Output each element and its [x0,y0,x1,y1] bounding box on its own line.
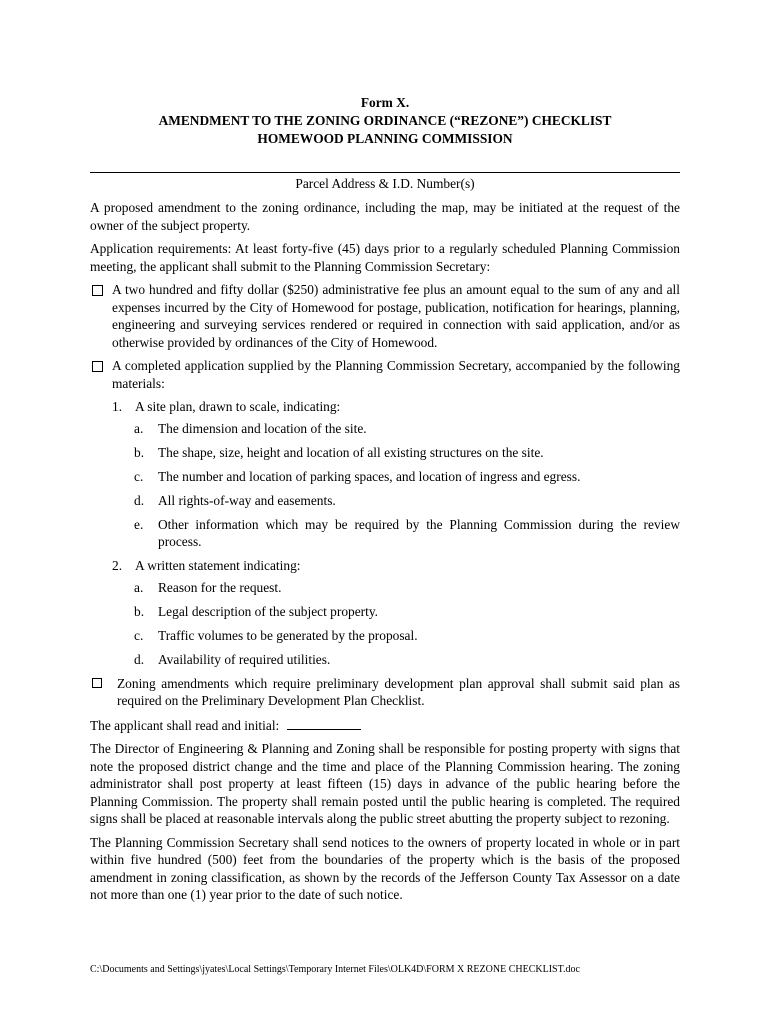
checklist-item-text: A two hundred and fifty dollar ($250) administrative fee plus an amount equal to the sum of any and all expenses incurred by the City of Homewood for postage, publication, notification for hearings, planning, engineering and surveying services rendered or required in connection with said application, and/or as otherwise provided by ordinances of the City of Homewood. [112,282,680,350]
item-letter: a. [134,420,144,436]
item-number: 2. [112,558,123,573]
list-item [90,603,680,621]
list-item [90,444,680,462]
item-letter: d. [134,651,145,667]
requirements-paragraph: Application requirements: At least forty-five (45) days prior to a regularly scheduled Planning Commission meeting, the applicant shall submit to the Planning Commission Secretary: [90,241,680,274]
list-item [90,492,680,510]
form-number: Form X. [360,95,410,110]
initial-label: The applicant shall read and initial: [90,717,280,733]
item-text: Availability of required utilities. [158,651,331,667]
checklist-item-application [90,357,680,392]
list-item [90,516,680,551]
checkbox-icon[interactable] [92,678,102,688]
item-text: Legal description of the subject property. [158,603,379,619]
title-block [90,94,680,148]
checklist-item-fee [90,281,680,351]
item-label: A written statement indicating: [135,558,301,573]
footer-file-path: C:\Documents and Settings\jyates\Local Settings\Temporary Internet Files\OLK4D\FORM X REZONE CHECKLIST.doc [90,964,580,975]
item-label: A site plan, drawn to scale, indicating: [135,399,341,414]
checklist-item-zoning [90,675,680,710]
numbered-item-site-plan [90,398,680,416]
checkbox-icon[interactable] [92,361,103,372]
organization-name: HOMEWOOD PLANNING COMMISSION [257,131,513,146]
item-letter: d. [134,492,145,508]
item-text: Other information which may be required by the Planning Commission during the review process. [158,516,680,549]
secretary-paragraph: The Planning Commission Secretary shall send notices to the owners of property located in whole or in part within five hundred (500) feet from the boundaries of the property which is the basis of the proposed amendment in zoning classification, as shown by the records of the Jefferson County Tax Assessor on a date not more than one (1) year prior to the date of such notice. [90,834,680,902]
list-item [90,420,680,438]
document-body [90,199,680,910]
list-item [90,468,680,486]
initial-blank[interactable] [287,716,361,730]
item-letter: b. [134,603,145,619]
parcel-label: Parcel Address & I.D. Number(s) [295,176,475,191]
item-letter: c. [134,468,144,484]
item-text: The dimension and location of the site. [158,420,367,436]
intro-paragraph: A proposed amendment to the zoning ordinance, including the map, may be initiated at the request of the owner of the subject property. [90,200,680,233]
numbered-item-written-statement [90,557,680,575]
item-letter: a. [134,579,144,595]
item-letter: e. [134,516,144,532]
item-text: The shape, size, height and location of all existing structures on the site. [158,444,544,460]
form-title: AMENDMENT TO THE ZONING ORDINANCE (“REZONE”) CHECKLIST [158,113,612,128]
initial-line [90,716,680,735]
list-item [90,651,680,669]
checklist-item-text: Zoning amendments which require preliminary development plan approval shall submit said plan as required on the Preliminary Development Plan Checklist. [117,675,680,708]
item-letter: b. [134,444,145,460]
item-text: The number and location of parking spaces, and location of ingress and egress. [158,468,581,484]
item-number: 1. [112,399,123,414]
parcel-signature-line [90,172,680,173]
list-item [90,627,680,645]
list-item [90,579,680,597]
director-paragraph: The Director of Engineering & Planning and Zoning shall be responsible for posting property with signs that note the proposed district change and the time and place of the Planning Commission hearing. The zoning administrator shall post property at least fifteen (15) days in advance of the public hearing before the Planning Commission. The property shall remain posted until the public hearing is completed. The required signs shall be placed at reasonable intervals along the public street abutting the property subject to rezoning. [90,741,680,826]
item-text: Traffic volumes to be generated by the proposal. [158,627,418,643]
checklist-item-text: A completed application supplied by the Planning Commission Secretary, accompanied by the following materials: [112,358,680,391]
item-text: Reason for the request. [158,579,282,595]
item-letter: c. [134,627,144,643]
item-text: All rights-of-way and easements. [158,492,336,508]
checkbox-icon[interactable] [92,285,103,296]
